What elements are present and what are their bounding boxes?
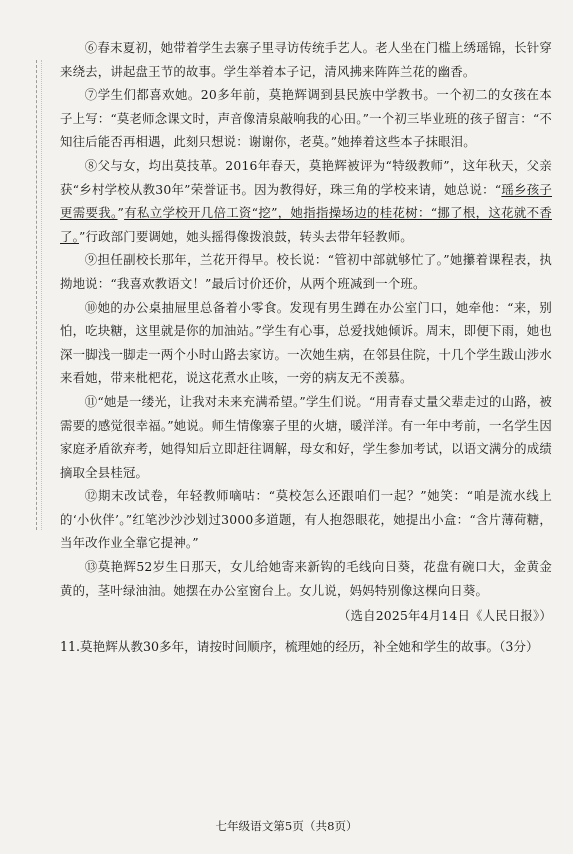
page-footer: 七年级语文第5页（共8页）	[215, 819, 358, 833]
source-citation: （选自2025年4月14日《人民日报》）	[337, 608, 552, 624]
paragraph-6: ⑥春末夏初，她带着学生去寨子里寻访传统手艺人。老人坐在门槛上绣瑶锦，长针穿来绕去，讲起盘王节的故事。学生举着本子记，清风拂来阵阵兰花的幽香。	[60, 40, 553, 79]
paragraph-9: ⑨担任副校长那年，兰花开得早。校长说：“管初中部就够忙了。”她攥着课程表，执拗地说：“我喜欢教语文！”最后讨价还价，从两个班减到一个班。	[60, 252, 553, 291]
paragraph-7: ⑦学生们都喜欢她。20多年前，莫艳辉调到县民族中学教书。一个初二的女孩在本子上写：“莫老师念课文时，声音像清泉敲响我的心田。”一个初三毕业班的孩子留言：“不知往后能否再相遇，此刻只想说：谢谢你，老莫。”她捧着这些本子抹眼泪。	[60, 87, 552, 150]
paragraph-8: ⑧父与女，均出莫技革。2016年春天，莫艳辉被评为“特级教师”，这年秋天，父亲获“乡村学校从教30年”荣誉证书。因为教得好，珠三角的学校来请，她总说：“瑶乡孩子更需要我。”有私立学校开几倍工资“挖”，她指指操场边的桂花树：“挪了根，这花就不香了。”行政部门要调她，她头摇得像拨浪鼓，转头去带年轻教师。	[60, 157, 552, 244]
paragraph-11: ⑪“她是一缕光，让我对未来充满希望。”学生们说。“用青春丈量父辈走过的山路，被需要的感觉很幸福。”她说。师生情像寨子里的火塘，暖洋洋。有一年中考前，一名学生因家庭矛盾欲弃考，她得知后立即赶往调解，母女和好，学生参加考试，以语文满分的成绩摘取全县桂冠。	[60, 393, 552, 480]
underlined-phrase-1: 瑶乡孩子更需要我。	[60, 181, 552, 221]
paragraph-13: ⑬莫艳辉52岁生日那天，女儿给她寄来新钩的毛线向日葵，花盘有碗口大，金黄金黄的，茎叶绿油油。她摆在办公室窗台上。女儿说，妈妈特别像这棵向日葵。	[60, 559, 552, 598]
article-body	[60, 36, 552, 628]
paragraph-10: ⑩她的办公桌抽屉里总备着小零食。发现有男生蹲在办公室门口，她牵他：“来，别怕，吃块糖，这里就是你的加油站。”学生有心事，总爱找她倾诉。周末，即便下雨，她也深一脚浅一脚走一两个小时山路去家访。一次她生病，在邻县住院，十几个学生跋山涉水来看她，带来枇杷花，说这花煮水止咳，一旁的病友无不羡慕。	[60, 299, 552, 386]
binding-line-inner	[41, 60, 42, 530]
paragraph-12: ⑫期末改试卷，年轻教师嘀咕：“莫校怎么还跟咱们一起？”她笑：“咱是流水线上的‘小伙伴’。”红笔沙沙沙划过3000多道题，有人抱怨眼花，她提出小盒：“含片薄荷糖，当年改作业全靠它提神。”	[60, 488, 553, 551]
question-11: 11.莫艳辉从教30多年，请按时间顺序，梳理她的经历，补全她和学生的故事。（3分）	[60, 639, 539, 654]
binding-line	[36, 60, 37, 530]
underlined-phrase-2: 有私立学校开几倍工资“挖”，她指指操场边的桂花树：“挪了根，这花就不香了。	[60, 205, 552, 244]
